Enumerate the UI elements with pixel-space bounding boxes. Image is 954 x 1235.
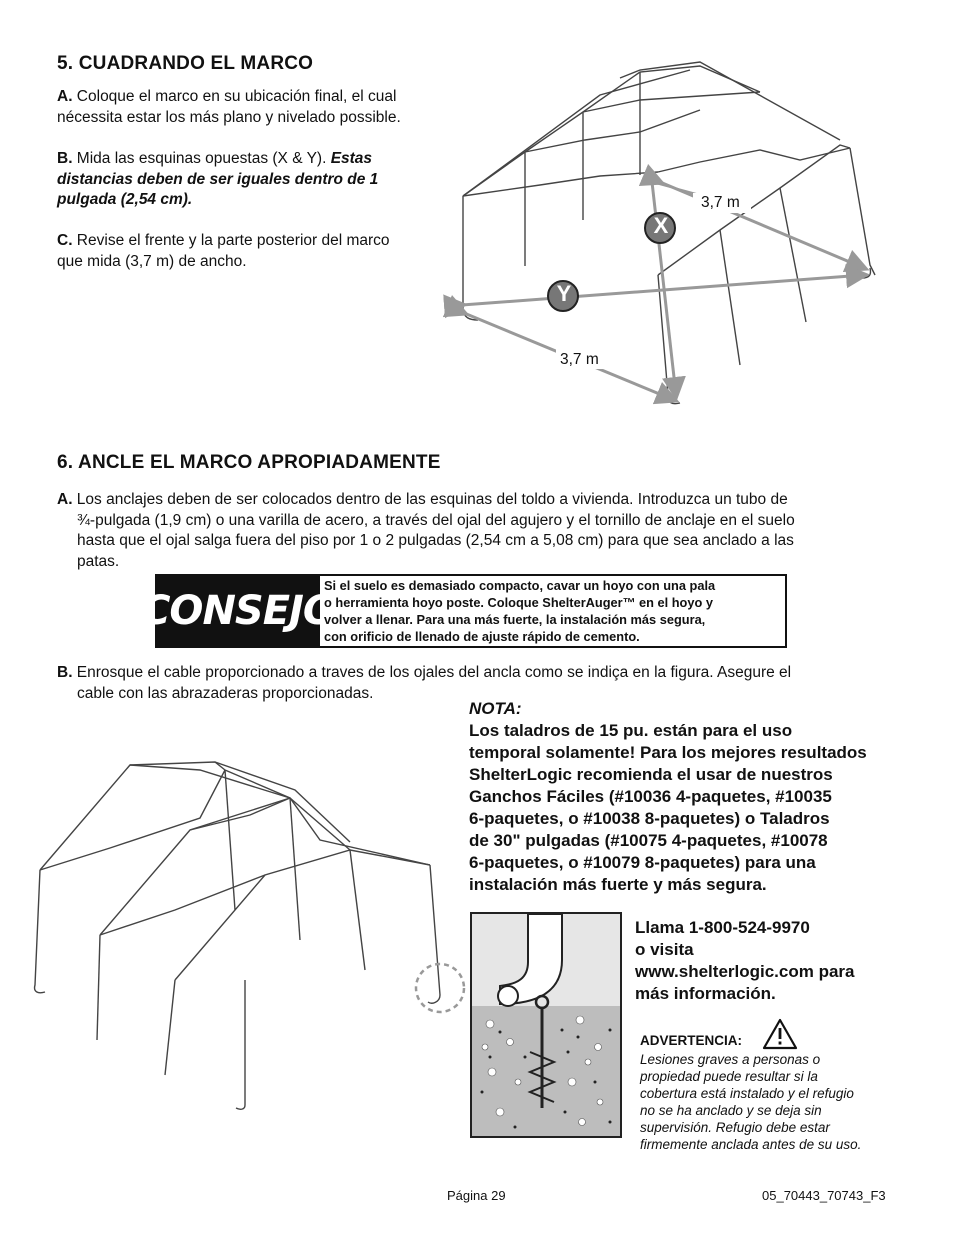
step-emphasis: pulgada (2,54 cm).	[57, 191, 193, 208]
step-letter: B.	[57, 150, 73, 167]
step-text: Los anclajes deben de ser colocados dentro de las esquinas del toldo a vivienda. Introduzca un tubo de	[72, 491, 788, 508]
tip-line: volver a llenar. Para una más fuerte, la instalación más segura,	[324, 612, 706, 627]
tip-box	[141, 574, 787, 648]
warning-text	[640, 1051, 861, 1153]
step-text: Enrosque el cable proporcionado a traves de los ojales del ancla como se indiça en la figura. Asegure el	[72, 664, 792, 681]
label-y: Y	[556, 281, 572, 306]
warning-line: supervisión. Refugio debe estar	[640, 1120, 830, 1135]
warning-line: Lesiones graves a personas o	[640, 1052, 821, 1067]
step-text: nécessita estar los más plano y nivelado possible.	[57, 108, 401, 126]
note-line: temporal solamente! Para los mejores resultados	[469, 743, 867, 762]
note-line: 6-paquetes, o #10038 8-paquetes) o Taladros	[469, 809, 830, 828]
step-letter: A.	[57, 491, 73, 508]
warning-line: no se ha anclado y se deja sin	[640, 1103, 822, 1118]
label-x: X	[653, 213, 669, 238]
note-line: ShelterLogic recomienda el usar de nuestros	[469, 765, 833, 784]
frame-anchor-diagram	[0, 730, 470, 1150]
step-text: cable con las abrazaderas proporcionadas.	[77, 684, 374, 702]
dimension-top: 3,7 m	[701, 194, 740, 211]
step-text: Coloque el marco en su ubicación final, el cual	[72, 88, 397, 105]
step-text: Mida las esquinas opuestas (X & Y).	[72, 150, 331, 167]
contact-block	[635, 917, 855, 1005]
document-code: 05_70443_70743_F3	[762, 1188, 886, 1203]
note-line: Los taladros de 15 pu. están para el uso	[469, 721, 793, 740]
page-number: Página 29	[447, 1188, 506, 1203]
note-line: instalación más fuerte y más segura.	[469, 875, 767, 894]
step-text: que mida (3,7 m) de ancho.	[57, 252, 247, 270]
warning-line: cobertura está instalado y el refugio	[640, 1086, 854, 1101]
frame-measure-diagram	[0, 0, 954, 430]
step-emphasis: Estas	[330, 150, 373, 167]
note-line: 6-paquetes, o #10079 8-paquetes) para una	[469, 853, 816, 872]
dimension-bottom: 3,7 m	[560, 351, 599, 368]
section5-heading: 5. CUADRANDO EL MARCO	[57, 53, 314, 74]
step-text: patas.	[77, 552, 120, 570]
contact-line: más información.	[635, 984, 776, 1003]
warning-title: ADVERTENCIA:	[640, 1033, 743, 1048]
note-line: de 30" pulgadas (#10075 4-paquetes, #10078	[469, 831, 828, 850]
note-line: Ganchos Fáciles (#10036 4-paquetes, #10035	[469, 787, 832, 806]
contact-line: Llama 1-800-524-9970	[635, 918, 810, 937]
warning-triangle-icon	[762, 1018, 798, 1050]
warning-line: firmemente anclada antes de su uso.	[640, 1137, 862, 1152]
section6-heading: 6. ANCLE EL MARCO APROPIADAMENTE	[57, 452, 441, 473]
step-6a	[57, 490, 917, 572]
step-letter: C.	[57, 232, 73, 249]
step-text: hasta que el ojal salga fuera del piso por 1 o 2 pulgadas (2,54 cm a 5,08 cm) para que sea anclado a las	[77, 532, 794, 549]
note-title: NOTA:	[469, 699, 522, 718]
step-letter: A.	[57, 88, 73, 105]
step-letter: B.	[57, 664, 73, 681]
tip-line: o herramienta hoyo poste. Coloque ShelterAuger™ en el hoyo y	[324, 595, 713, 610]
warning-line: propiedad puede resultar si la	[640, 1069, 818, 1084]
contact-line: o visita	[635, 940, 694, 959]
step-emphasis: distancias deben de ser iguales dentro de 1	[57, 170, 379, 188]
tip-line: con orificio de llenado de ajuste rápido de cemento.	[324, 629, 640, 644]
tip-text	[320, 576, 785, 646]
tip-line: Si el suelo es demasiado compacto, cavar un hoyo con una pala	[324, 578, 716, 593]
step-text: Revise el frente y la parte posterior del marco	[72, 232, 390, 249]
step-text: ¾-pulgada (1,9 cm) o una varilla de acero, a través del ojal del agujero y el tornillo de anclaje en el suelo	[77, 511, 795, 529]
tip-label: CONSEJO	[157, 576, 320, 646]
auger-illustration	[470, 912, 622, 1138]
note-block	[469, 698, 867, 896]
contact-line: www.shelterlogic.com para	[635, 962, 855, 981]
